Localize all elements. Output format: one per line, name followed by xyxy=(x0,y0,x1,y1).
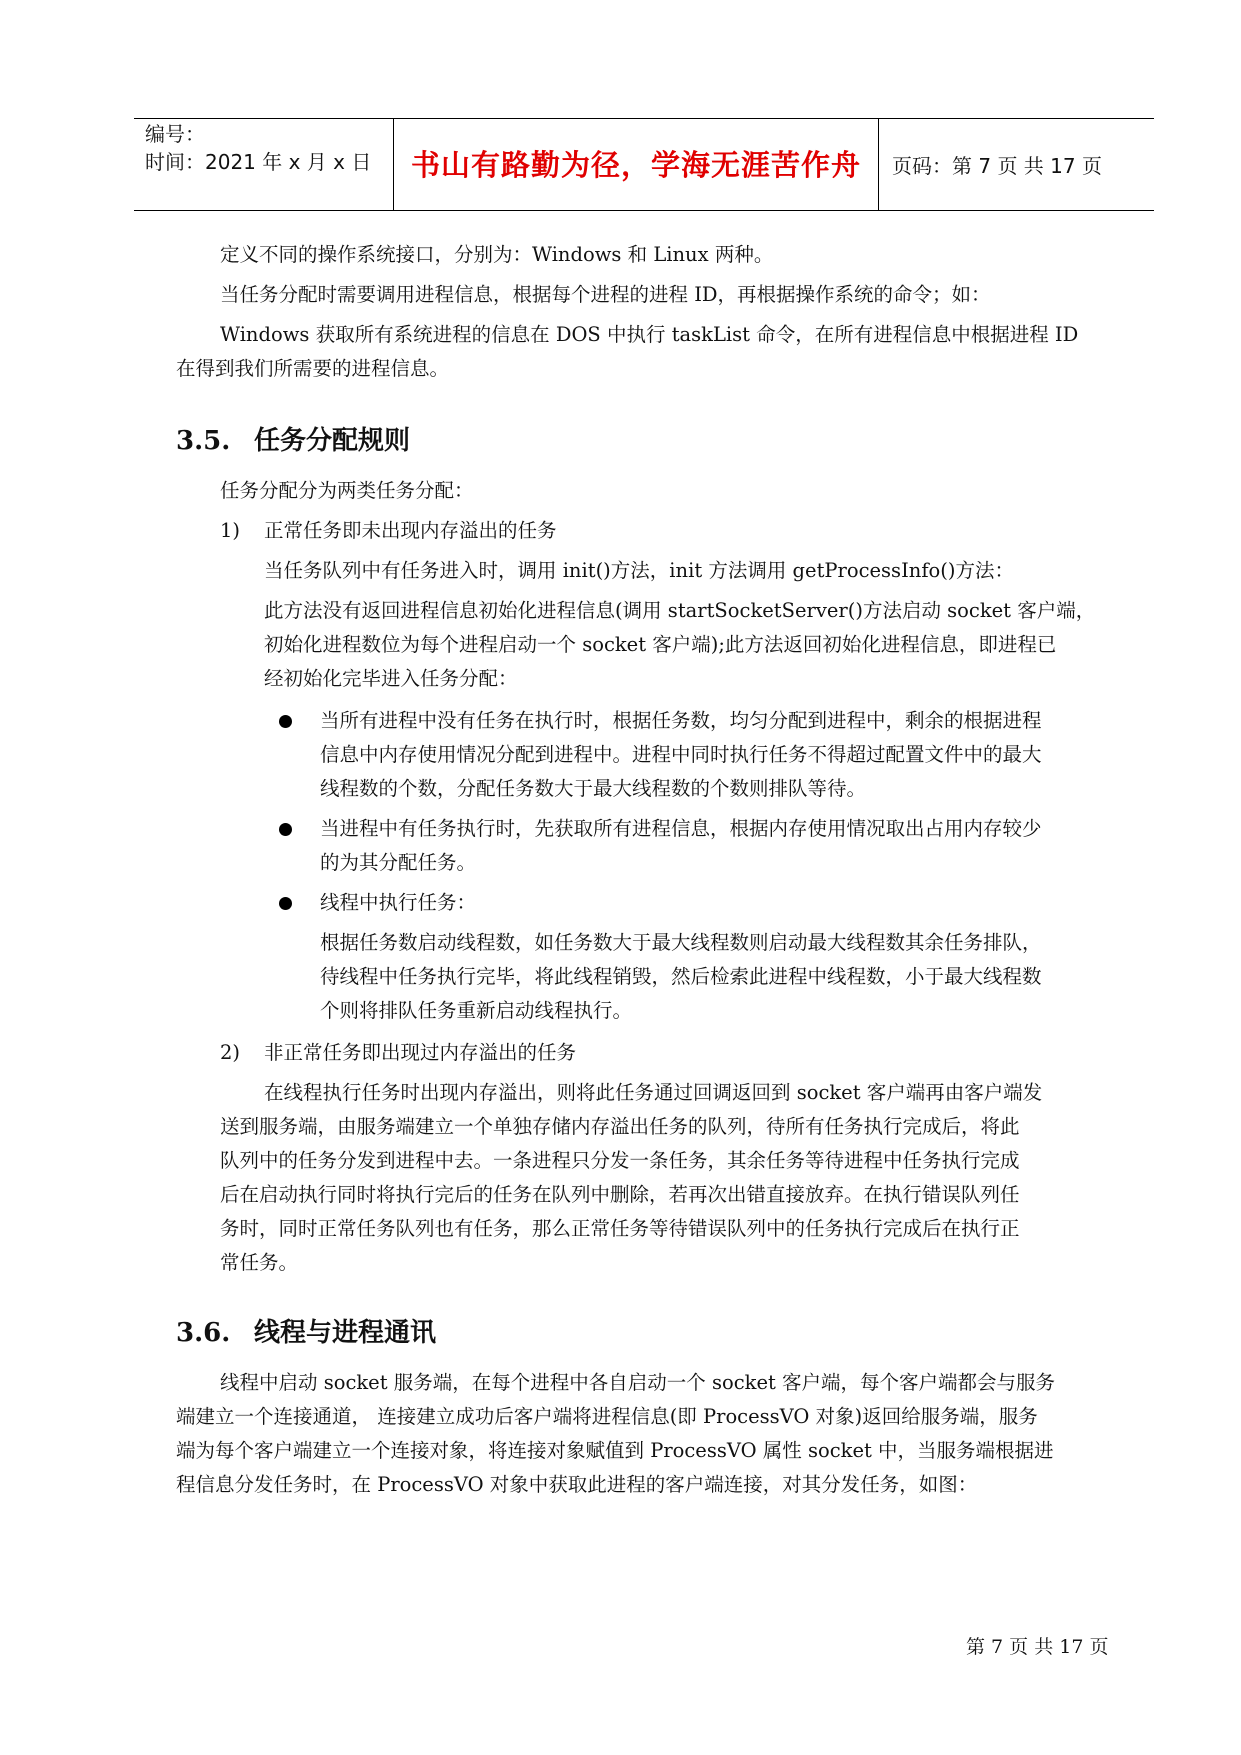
list-item-1-line-2c: 经初始化完毕进入任务分配： xyxy=(264,667,518,690)
bullet-1-line-1: 当所有进程中没有任务在执行时，根据任务数，均匀分配到进程中，剩余的根据进程 xyxy=(320,709,1042,732)
intro-line-3b: 在得到我们所需要的进程信息。 xyxy=(176,357,450,380)
section-number: 3.6. xyxy=(176,1318,231,1348)
list-item-1-title: 正常任务即未出现内存溢出的任务 xyxy=(264,519,557,542)
list-item-1-line-2b: 初始化进程数位为每个进程启动一个 socket 客户端);此方法返回初始化进程信息，即进程已 xyxy=(264,633,1057,656)
document-number-label: 编号： xyxy=(145,122,205,146)
list-item-1-line-2a: 此方法没有返回进程信息初始化进程信息(调用 startSocketServer()方法启动 socket 客户端， xyxy=(264,599,1096,622)
intro-line-2: 当任务分配时需要调用进程信息，根据每个进程的进程 ID，再根据操作系统的命令；如： xyxy=(220,283,991,306)
section-heading-3-5 xyxy=(176,420,410,457)
list-item-2-line-2: 送到服务端，由服务端建立一个单独存储内存溢出任务的队列，待所有任务执行完成后，将此 xyxy=(220,1115,1020,1138)
section-3-6-line-3: 端为每个客户端建立一个连接对象，将连接对象赋值到 ProcessVO 属性 socket 中，当服务端根据进 xyxy=(176,1439,1054,1462)
header-divider-left xyxy=(393,118,394,211)
section-3-6-line-1: 线程中启动 socket 服务端，在每个进程中各自启动一个 socket 客户端，每个客户端都会与服务 xyxy=(220,1371,1056,1394)
page-footer: 第 7 页 共 17 页 xyxy=(966,1636,1109,1658)
section-3-6-line-2: 端建立一个连接通道， 连接建立成功后客户端将进程信息(即 ProcessVO 对象)返回给服务端，服务 xyxy=(176,1405,1038,1428)
header-page-info: 页码：第 7 页 共 17 页 xyxy=(892,154,1102,178)
header-motto: 书山有路勤为径，学海无涯苦作舟 xyxy=(410,148,861,182)
header-bottom-rule xyxy=(134,210,1154,211)
list-item-2-line-4: 后在启动执行同时将执行完后的任务在队列中删除，若再次出错直接放弃。在执行错误队列任 xyxy=(220,1183,1020,1206)
document-time-label: 时间：2021 年 x 月 x 日 xyxy=(145,150,372,174)
list-marker-2: 2) xyxy=(220,1041,241,1064)
header-meta xyxy=(145,120,385,176)
list-item-1-line-1: 当任务队列中有任务进入时，调用 init()方法，init 方法调用 getProcessInfo()方法： xyxy=(264,559,1014,582)
section-3-6-line-4: 程信息分发任务时，在 ProcessVO 对象中获取此进程的客户端连接，对其分发任务，如图： xyxy=(176,1473,978,1496)
bullet-3-line-2: 根据任务数启动线程数，如任务数大于最大线程数则启动最大线程数其余任务排队， xyxy=(320,931,1042,954)
header-top-rule xyxy=(134,118,1154,119)
intro-line-3a: Windows 获取所有系统进程的信息在 DOS 中执行 taskList 命令，在所有进程信息中根据进程 ID xyxy=(220,323,1079,346)
bullet-3-line-3: 待线程中任务执行完毕，将此线程销毁，然后检索此进程中线程数，小于最大线程数 xyxy=(320,965,1042,988)
section-title: 线程与进程通讯 xyxy=(254,1318,437,1348)
header-divider-right xyxy=(878,118,879,211)
list-item-2-line-3: 队列中的任务分发到进程中去。一条进程只分发一条任务，其余任务等待进程中任务执行完成 xyxy=(220,1149,1020,1172)
bullet-3-line-1: 线程中执行任务： xyxy=(320,891,477,914)
list-marker-1: 1) xyxy=(220,519,241,542)
list-item-2-line-1: 在线程执行任务时出现内存溢出，则将此任务通过回调返回到 socket 客户端再由客户端发 xyxy=(264,1081,1043,1104)
list-item-2-line-5: 务时，同时正常任务队列也有任务，那么正常任务等待错误队列中的任务执行完成后在执行正 xyxy=(220,1217,1020,1240)
intro-line-1: 定义不同的操作系统接口，分别为：Windows 和 Linux 两种。 xyxy=(220,243,774,266)
bullet-3-line-4: 个则将排队任务重新启动线程执行。 xyxy=(320,999,633,1022)
bullet-2-line-2: 的为其分配任务。 xyxy=(320,851,477,874)
bullet-1-line-2: 信息中内存使用情况分配到进程中。进程中同时执行任务不得超过配置文件中的最大 xyxy=(320,743,1042,766)
section-intro: 任务分配分为两类任务分配： xyxy=(220,479,474,502)
bullet-dot xyxy=(279,715,292,728)
list-item-2-line-6: 常任务。 xyxy=(220,1251,299,1274)
bullet-2-line-1: 当进程中有任务执行时，先获取所有进程信息，根据内存使用情况取出占用内存较少 xyxy=(320,817,1042,840)
bullet-dot xyxy=(279,823,292,836)
list-item-2-title: 非正常任务即出现过内存溢出的任务 xyxy=(264,1041,577,1064)
section-heading-3-6 xyxy=(176,1312,436,1349)
bullet-1-line-3: 线程数的个数，分配任务数大于最大线程数的个数则排队等待。 xyxy=(320,777,867,800)
section-number: 3.5. xyxy=(176,426,231,456)
section-title: 任务分配规则 xyxy=(254,426,411,456)
bullet-dot xyxy=(279,897,292,910)
